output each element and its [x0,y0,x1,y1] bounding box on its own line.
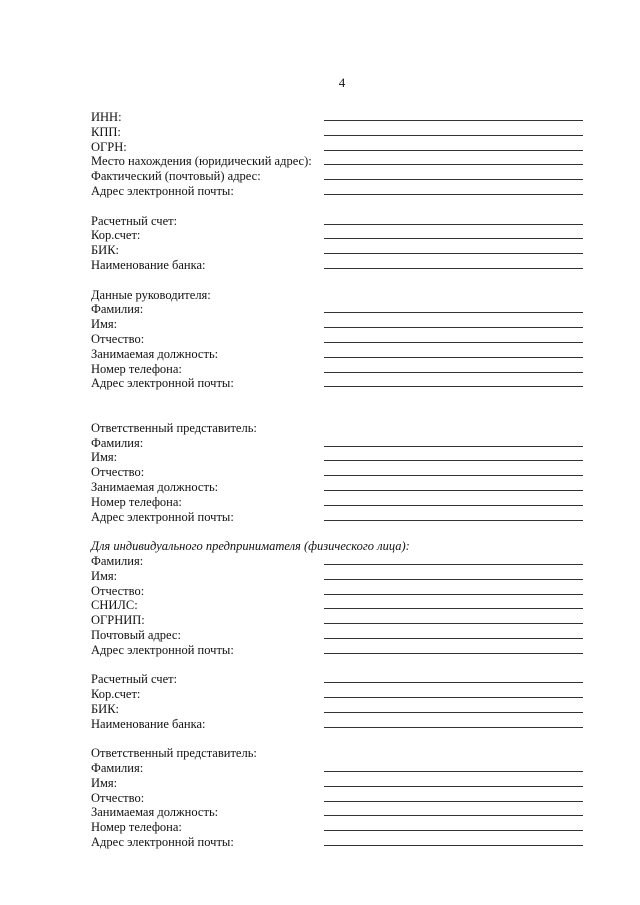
fill-line[interactable] [324,623,583,624]
fill-line[interactable] [324,253,583,254]
field-label: Отчество: [91,331,145,346]
fill-line[interactable] [324,815,583,816]
spacer [91,657,583,672]
settlement-account-field[interactable] [91,214,583,229]
fill-line[interactable] [324,135,583,136]
head-name-field[interactable] [91,317,583,332]
head-section [91,288,583,392]
fill-line[interactable] [324,312,583,313]
section-heading: Ответственный представитель: [91,420,257,435]
individual-section [91,539,583,657]
legal-address-field[interactable] [91,154,583,169]
fill-line[interactable] [324,179,583,180]
field-label: ОГРН: [91,139,127,154]
head-position-field[interactable] [91,347,583,362]
spacer [91,524,583,539]
kpp-field[interactable] [91,125,583,140]
field-label: Адрес электронной почты: [91,509,234,524]
fill-line[interactable] [324,520,583,521]
field-label: Место нахождения (юридический адрес): [91,154,312,169]
ind-rep-phone-field[interactable] [91,820,583,835]
individual-representative-section [91,746,583,850]
rep-position-field[interactable] [91,480,583,495]
ind-surname-field[interactable] [91,554,583,569]
field-label: Кор.счет: [91,228,141,243]
field-label: Фамилия: [91,302,144,317]
legal-requisites-section [91,110,583,199]
rep-phone-field[interactable] [91,495,583,510]
field-label: ИНН: [91,110,122,124]
field-label: Имя: [91,775,118,790]
field-label: Номер телефона: [91,820,182,835]
field-label: Адрес электронной почты: [91,183,234,198]
fill-line[interactable] [324,564,583,565]
fill-line[interactable] [324,712,583,713]
email-field[interactable] [91,184,583,199]
field-label: СНИЛС: [91,598,138,613]
field-label: Занимаемая должность: [91,479,219,494]
spacer [91,731,583,746]
spacer [91,273,583,288]
ind-rep-surname-field[interactable] [91,761,583,776]
ind-settlement-account-field[interactable] [91,672,583,687]
field-label: Адрес электронной почты: [91,835,234,850]
head-email-field[interactable] [91,376,583,391]
field-label: Почтовый адрес: [91,627,181,642]
field-label: Отчество: [91,583,145,598]
inn-field[interactable] [91,110,583,125]
field-label: Отчество: [91,465,145,480]
fill-line[interactable] [324,771,583,772]
field-label: Номер телефона: [91,361,182,376]
field-label: БИК: [91,701,120,716]
ind-bik-field[interactable] [91,702,583,717]
field-label: Занимаемая должность: [91,805,219,820]
field-label: Фамилия: [91,761,144,776]
field-label: Кор.счет: [91,687,141,702]
head-patronymic-field[interactable] [91,332,583,347]
section-heading: Для индивидуального предпринимателя (физического лица): [91,539,410,554]
head-phone-field[interactable] [91,362,583,377]
section-heading: Данные руководителя: [91,287,211,302]
legal-bank-section [91,214,583,273]
postal-address-field[interactable] [91,169,583,184]
page-number: 4 [338,75,346,90]
field-label: Адрес электронной почты: [91,376,234,391]
fill-line[interactable] [324,327,583,328]
rep-surname-field[interactable] [91,436,583,451]
field-label: Имя: [91,450,118,465]
rep-patronymic-field[interactable] [91,465,583,480]
fill-line[interactable] [324,164,583,165]
fill-line[interactable] [324,845,583,846]
ind-name-field[interactable] [91,569,583,584]
field-label: ОГРНИП: [91,613,145,628]
bik-field[interactable] [91,243,583,258]
ind-rep-position-field[interactable] [91,805,583,820]
field-label: Фактический (почтовый) адрес: [91,169,261,184]
field-label: Расчетный счет: [91,672,178,687]
field-label: Расчетный счет: [91,213,178,228]
field-label: БИК: [91,243,120,258]
field-label: Номер телефона: [91,494,182,509]
ind-postal-address-field[interactable] [91,628,583,643]
field-label: Отчество: [91,790,145,805]
section-heading: Ответственный представитель: [91,746,257,761]
representative-section [91,421,583,525]
ogrn-field[interactable] [91,140,583,155]
field-label: Занимаемая должность: [91,346,219,361]
fill-line[interactable] [324,460,583,461]
fill-line[interactable] [324,446,583,447]
fill-line[interactable] [324,490,583,491]
snils-field[interactable] [91,598,583,613]
field-label: Наименование банка: [91,257,206,272]
head-surname-field[interactable] [91,302,583,317]
ind-corr-account-field[interactable] [91,687,583,702]
field-label: Фамилия: [91,435,144,450]
fill-line[interactable] [324,238,583,239]
ind-patronymic-field[interactable] [91,584,583,599]
fill-line[interactable] [324,150,583,151]
fill-line[interactable] [324,372,583,373]
fill-line[interactable] [324,579,583,580]
registration-form [91,110,583,850]
field-label: Наименование банка: [91,716,206,731]
bank-name-field[interactable] [91,258,583,273]
fill-line[interactable] [324,801,583,802]
spacer [91,199,583,214]
fill-line[interactable] [324,697,583,698]
ind-email-field[interactable] [91,643,583,658]
spacer [91,391,583,421]
corr-account-field[interactable] [91,228,583,243]
fill-line[interactable] [324,505,583,506]
rep-name-field[interactable] [91,450,583,465]
fill-line[interactable] [324,786,583,787]
field-label: КПП: [91,124,121,139]
field-label: Имя: [91,317,118,332]
fill-line[interactable] [324,608,583,609]
fill-line[interactable] [324,268,583,269]
ind-bank-name-field[interactable] [91,717,583,732]
ind-rep-patronymic-field[interactable] [91,791,583,806]
fill-line[interactable] [324,653,583,654]
field-label: Имя: [91,568,118,583]
fill-line[interactable] [324,682,583,683]
fill-line[interactable] [324,594,583,595]
fill-line[interactable] [324,727,583,728]
rep-email-field[interactable] [91,510,583,525]
individual-bank-section [91,672,583,731]
fill-line[interactable] [324,638,583,639]
field-label: Фамилия: [91,553,144,568]
field-label: Адрес электронной почты: [91,642,234,657]
fill-line[interactable] [324,120,583,121]
fill-line[interactable] [324,194,583,195]
fill-line[interactable] [324,224,583,225]
ind-rep-email-field[interactable] [91,835,583,850]
fill-line[interactable] [324,830,583,831]
ogrnip-field[interactable] [91,613,583,628]
fill-line[interactable] [324,475,583,476]
fill-line[interactable] [324,342,583,343]
fill-line[interactable] [324,357,583,358]
ind-rep-name-field[interactable] [91,776,583,791]
fill-line[interactable] [324,386,583,387]
